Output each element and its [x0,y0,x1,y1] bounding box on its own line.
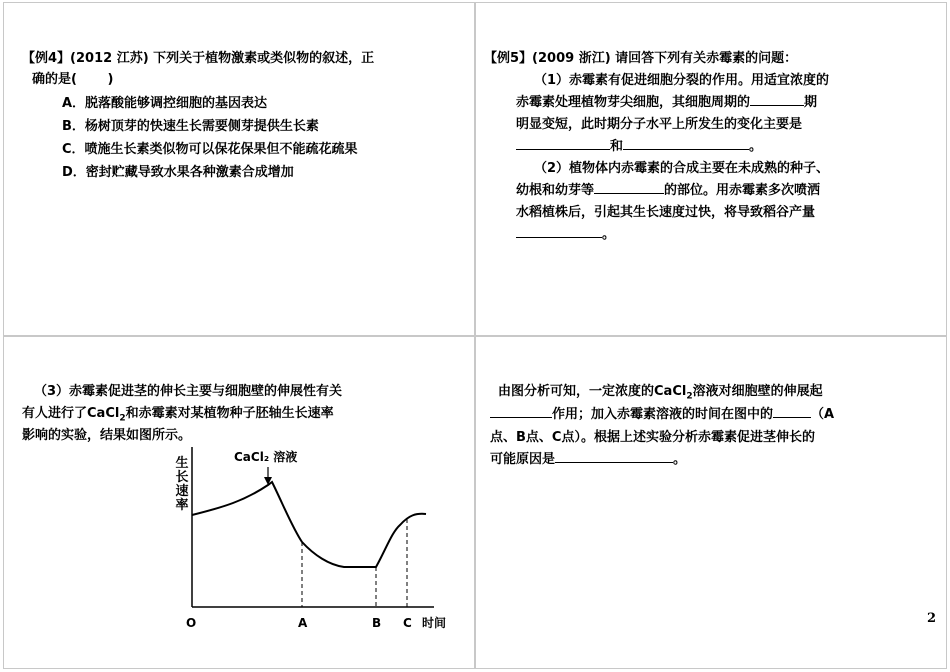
q5-line7: 水稻植株后，引起其生长速度过快，将导致稻谷产量 [516,205,816,220]
q5c-line4-end: 。 [673,452,687,467]
q5-title: 【例5】(2009 浙江) 请回答下列有关赤霉素的问题： [484,51,798,66]
page-number: 2 [926,611,936,626]
growth-rate-chart-svg [164,437,454,667]
chart-annotation: CaCl₂ 溶液 [234,450,298,464]
q5-line6-end: 的部位。用赤霉素多次喷洒 [664,183,821,198]
q5-line6-text: 幼根和幼芽等 [516,183,595,198]
q5-line4-end: 。 [749,139,763,154]
analysis-panel [475,336,947,669]
answer-blank-6[interactable] [490,403,552,418]
q5c-line1-text: 由图分析可知，一定浓度的CaCl [498,384,687,399]
question-5-panel [475,2,947,336]
q5-line4 [516,135,762,158]
q5b-line2-text: 有人进行了CaCl [22,406,120,421]
subscript-2: 2 [119,413,126,424]
answer-blank-7[interactable] [773,403,811,418]
q5-line2-end: 期 [804,95,818,110]
q5-line3: 明显变短，此时期分子水平上所发生的变化主要是 [516,117,803,132]
growth-rate-curve [192,482,426,567]
tick-label-a: A [298,616,308,630]
q4-option-c: C．喷施生长素类似物可以保花保果但不能疏花疏果 [62,142,358,157]
q4-option-d: D．密封贮藏导致水果各种激素合成增加 [62,165,294,180]
q5-line4-and: 和 [610,139,624,154]
answer-blank-8[interactable] [555,448,673,463]
q5b-line2-end: 和赤霉素对某植物种子胚轴生长速率 [125,406,334,421]
q4-title: 【例4】(2012 江苏) 下列关于植物激素或类似物的叙述，正 [22,51,375,66]
subscript-2b: 2 [686,391,693,402]
q5-line2-text: 赤霉素处理植物芽尖细胞，其细胞周期的 [516,95,751,110]
chart-origin: O [186,616,197,630]
q5-line8-end: 。 [602,227,616,242]
growth-rate-chart [164,437,454,667]
tick-label-b: B [372,616,382,630]
q5c-line3: 点、B点、C点）。根据上述实验分析赤霉素促进茎伸长的 [490,430,815,445]
tick-label-c: C [403,616,412,630]
q5c-line4 [490,448,686,471]
q5c-line4-text: 可能原因是 [490,452,556,467]
q5-line2 [516,91,817,114]
q5-line1: （1）赤霉素有促进细胞分裂的作用。用适宜浓度的 [534,73,830,88]
q5b-line1: （3）赤霉素促进茎的伸长主要与细胞壁的伸展性有关 [34,384,343,399]
answer-blank-5[interactable] [516,223,602,238]
q5-line5: （2）植物体内赤霉素的合成主要在未成熟的种子、 [534,161,830,176]
q5-line8 [516,223,615,246]
q4-option-a: A．脱落酸能够调控细胞的基因表达 [62,96,268,111]
q5c-line2-end: （A [811,407,835,422]
q5c-line2-text: 作用；加入赤霉素溶液的时间在图中的 [552,407,774,422]
answer-blank-4[interactable] [594,179,664,194]
q5b-line3: 影响的实验，结果如图所示。 [22,428,192,443]
q5c-line2 [490,403,834,426]
answer-blank-3[interactable] [623,135,749,150]
question-5-part3-panel [3,336,475,669]
chart-ylabel: 生长速率 [175,456,189,513]
q4-title-cont: 确的是( ) [32,72,114,87]
answer-blank-1[interactable] [750,91,804,106]
question-4-panel [3,2,475,336]
q5c-line1-end: 溶液对细胞壁的伸展起 [692,384,823,399]
q4-option-b: B．杨树顶芽的快速生长需要侧芽提供生长素 [62,119,319,134]
answer-blank-2[interactable] [516,135,610,150]
chart-xlabel: 时间 [422,616,447,630]
q5-line6 [516,179,820,202]
